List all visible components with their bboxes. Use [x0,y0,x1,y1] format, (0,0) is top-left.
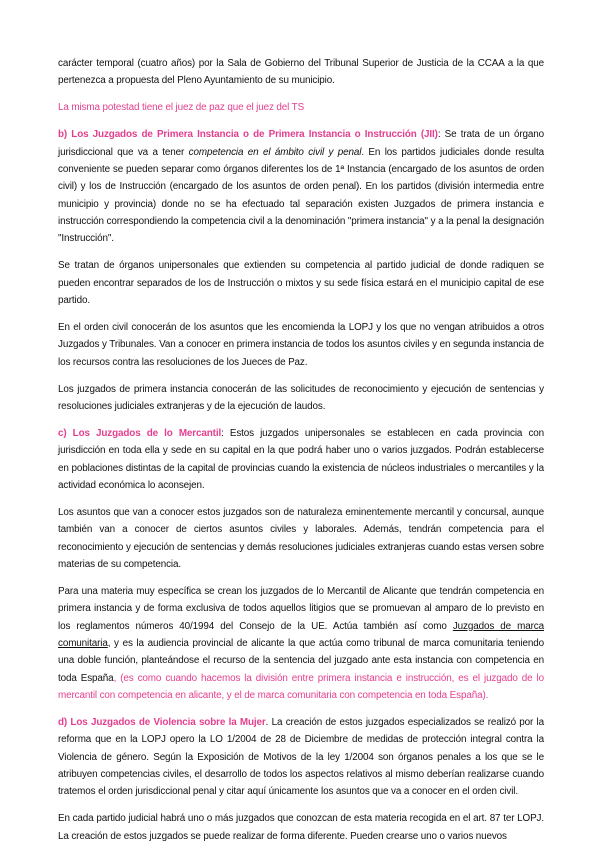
paragraph-partido-judicial: En cada partido judicial habrá uno o más juzgados que conozcan de esta materia recogida en el art. 87 ter LOPJ. La creación de estos juzgados se puede realizar de forma diferente. Pueden crearse uno o varios nuevos [58,813,544,842]
alicante-text-a: Para una materia muy específica se crean los juzgados de lo Mercantil de Alicante que tendrán competencia en primera instancia y de forma exclusiva de todos aquellos litigios que se promuevan al amparo de lo previsto en los reglamentos números 40/1994 del Consejo de la UE. Actúa también así como [58,586,544,632]
section-b-paragraph [58,126,544,247]
section-c-paragraph [58,425,544,494]
document-page [58,55,544,855]
highlight-note: La misma potestad tiene el juez de paz que el juez del TS [58,102,305,114]
section-d-paragraph [58,714,544,800]
section-b-text-a: : Se trata de un órgano jurisdiccional que va a tener [58,129,544,158]
paragraph-continuation: carácter temporal (cuatro años) por la Sala de Gobierno del Tribunal Superior de Justicia de la CCAA a la que pertenezca a propuesta del Pleno Ayuntamiento de su municipio. [58,58,544,87]
marca-comunitaria-underlined: Juzgados de marca comunitaria [58,620,544,649]
paragraph-orden-civil: En el orden civil conocerán de los asuntos que les encomienda la LOPJ y los que no vengan atribuidos a otros Juzgados y Tribunales. Van a conocer en primera instancia de todos los asuntos civiles y en segunda instancia de los recursos contra las resoluciones de los Jueces de Paz. [58,322,544,368]
section-c-heading: c) Los Juzgados de lo Mercantil [58,428,222,440]
section-b-heading: b) Los Juzgados de Primera Instancia o de Primera Instancia o Instrucción (JII) [58,129,438,141]
paragraph-unipersonales: Se tratan de órganos unipersonales que extienden su competencia al partido judicial de donde radiquen se pueden encontrar separados de los de Instrucción o mixtos y su sede física estará en el municipio capital de ese partido. [58,260,544,306]
section-c-text: : Estos juzgados unipersonales se establecen en cada provincia con jurisdicción en toda ella y sede en su capital en la que podrá haber uno o varios juzgados. Podrán establecerse en poblaciones distintas de la capital de provincias cuando la existencia de núcleos industriales o mercantiles y la actividad económica lo aconsejen. [58,428,545,492]
section-d-text: . La creación de estos juzgados especializados se realizó por la reforma que en la LOPJ opero la LO 1/2004 de 28 de Diciembre de medidas de protección integral contra la Violencia de género. Según la Exposición de Motivos de la ley 1/2004 son órganos penales a los que se le atribuyen competencias civiles, el desarrollo de todos los aspectos relativos al mismo deberían realizarse cuando tratemos el orden jurisdiccional penal y citar aquí únicamente los asuntos que va a conocer en el orden civil. [58,716,544,798]
section-b-italic: competencia en el ámbito civil y penal [188,146,362,158]
paragraph-reconocimiento: Los juzgados de primera instancia conocerán de las solicitudes de reconocimiento y ejecución de sentencias y resoluciones judiciales extranjeras y de la ejecución de laudos. [58,383,544,413]
paragraph-asuntos-mercantil: Los asuntos que van a conocer estos juzgados son de naturaleza eminentemente mercantil y concursal, aunque también van a conocer de ciertos asuntos civiles y laborales. Además, tendrán competencia para el reconocimiento y ejecución de sentencias y demás resoluciones judiciales extranjeras cuando estas versen sobre materias de su competencia. [58,507,544,570]
section-d-heading: d) Los Juzgados de Violencia sobre la Mujer [58,716,266,728]
section-b-text-b: . En los partidos judiciales donde resulta conveniente se pueden separar como órganos diferentes los de 1ª Instancia (encargado de los asuntos de orden civil) y los de Instrucción (encargado de los asuntos de orden penal). En los partidos (división intermedia entre municipio y provincia) donde no se ha efectuado tal separación existen Juzgados de primera instancia e instrucción correspondiendo la competencia civil a la denominación "primera instancia" y a la penal la designación "Instrucción". [58,146,545,245]
alicante-pink-note: , (es como cuando hacemos la división entre primera instancia e instrucción, es el juzgado de lo mercantil con competencia en alicante, y el de marca comunitaria con competencia en toda España). [58,672,545,701]
alicante-text-b: , y es la audiencia provincial de alicante la que actúa como tribunal de marca comunitaria teniendo una doble función, planteándose el recurso de la sentencia del juzgado ante esta instancia con competencia en toda España [58,637,544,684]
paragraph-alicante [58,583,544,704]
